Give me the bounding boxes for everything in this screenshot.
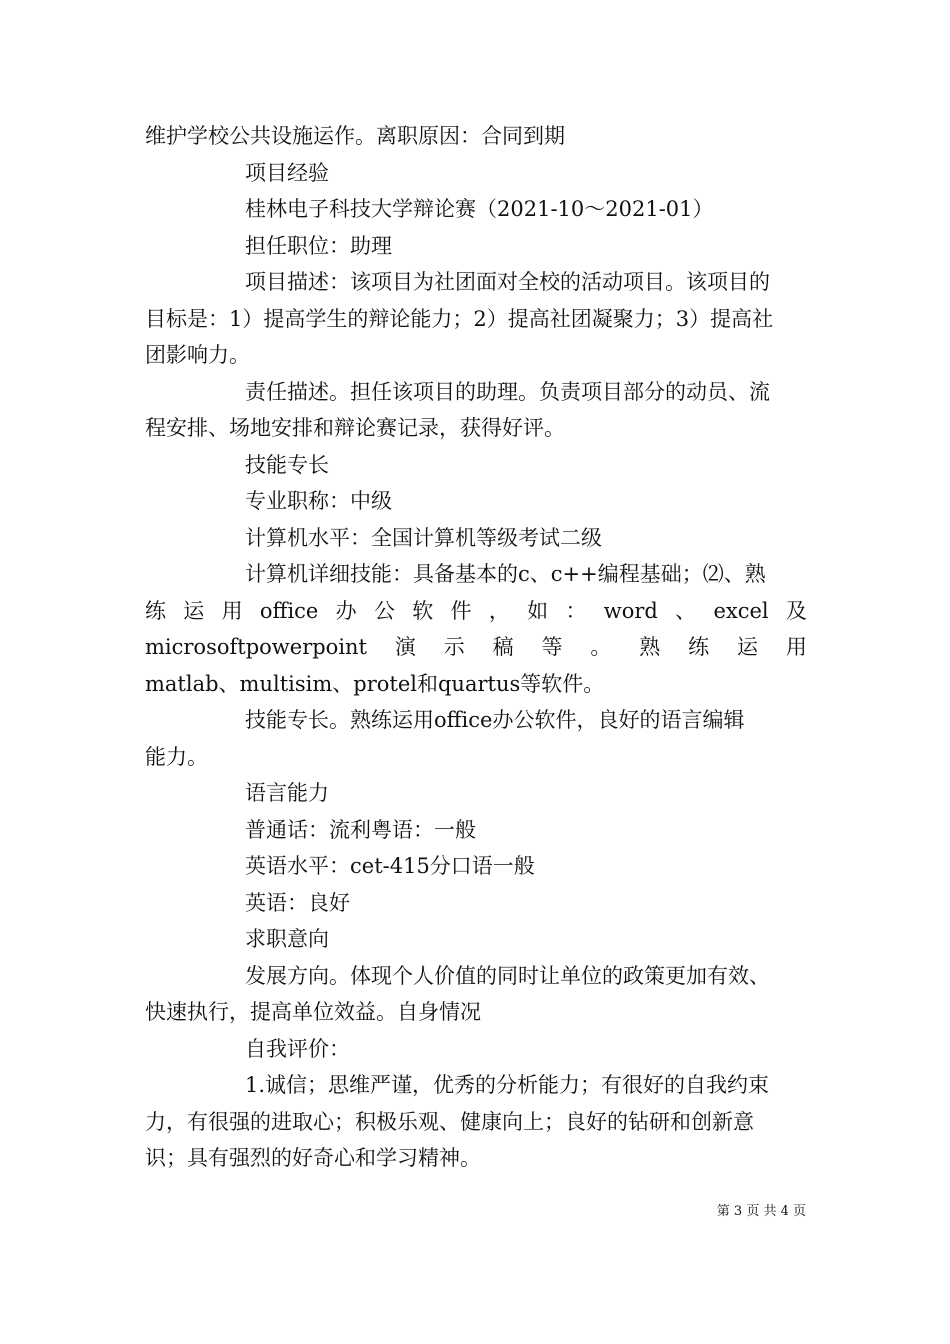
word: 件	[450, 598, 472, 623]
word: 、	[675, 598, 697, 623]
text-line: 英语：良好	[245, 890, 350, 915]
word: 练	[688, 635, 710, 659]
text-line: 力，有很强的进取心；积极乐观、健康向上；良好的钻研和创新意	[145, 1109, 754, 1134]
word: 示	[443, 635, 465, 659]
word: 演	[394, 635, 416, 659]
text-line: 快速执行，提高单位效益。自身情况	[145, 1000, 481, 1024]
justified-text-line	[145, 629, 807, 666]
section-heading-language: 语言能力	[245, 781, 329, 805]
text-line: 维护学校公共设施运作。离职原因：合同到期	[145, 124, 565, 148]
section-heading-job-intention: 求职意向	[245, 927, 329, 951]
section-heading-project-experience: 项目经验	[245, 160, 329, 185]
word: ，	[488, 598, 510, 623]
text-line: 专业职称：中级	[245, 489, 392, 513]
word: 及	[785, 598, 807, 623]
text-line: 计算机详细技能：具备基本的c、c++编程基础；⑵、熟	[245, 562, 766, 586]
word: 运	[737, 635, 758, 659]
text-line: 能力。	[145, 744, 208, 769]
text-line: 项目描述：该项目为社团面对全校的活动项目。该项目的	[245, 270, 770, 294]
text-line: 英语水平：cet-415分口语一般	[245, 854, 535, 878]
text-line: 团影响力。	[145, 343, 250, 367]
text-line: 技能专长。熟练运用office办公软件，良好的语言编辑	[245, 708, 745, 732]
document-body	[145, 118, 807, 1177]
section-heading-self-evaluation: 自我评价：	[245, 1036, 350, 1061]
text-line: 程安排、场地安排和辩论赛记录，获得好评。	[145, 416, 565, 440]
word: 软	[412, 598, 434, 623]
word: microsoftpowerpoint	[145, 635, 367, 659]
text-line: 目标是：1）提高学生的辩论能力；2）提高社团凝聚力；3）提高社	[145, 306, 774, 331]
text-line: 发展方向。体现个人价值的同时让单位的政策更加有效、	[245, 963, 770, 988]
text-line: 计算机水平：全国计算机等级考试二级	[245, 525, 602, 550]
text-line: 责任描述。担任该项目的助理。负责项目部分的动员、流	[245, 379, 770, 404]
word: 练	[145, 598, 166, 623]
word: ：	[565, 598, 587, 623]
text-line: 桂林电子科技大学辩论赛（2021-10～2021-01）	[245, 197, 714, 221]
word: 等	[541, 635, 563, 659]
word: 用	[221, 598, 243, 623]
word: 运	[183, 598, 205, 623]
word: 如	[527, 598, 549, 623]
word: 稿	[492, 635, 514, 659]
justified-text-line	[145, 593, 807, 630]
word: 办	[335, 598, 357, 623]
text-line: 担任职位：助理	[245, 233, 392, 258]
text-line: 普通话：流利粤语：一般	[245, 817, 476, 842]
word: word	[603, 598, 658, 623]
text-line: 识；具有强烈的好奇心和学习精神。	[145, 1146, 481, 1170]
text-line: matlab、multisim、protel和quartus等软件。	[145, 671, 605, 696]
page-number: 第 3 页 共 4 页	[716, 1204, 806, 1219]
text-line: 1.诚信；思维严谨，优秀的分析能力；有很好的自我约束	[245, 1073, 770, 1097]
word: 公	[373, 598, 395, 623]
word: excel	[713, 598, 769, 623]
word: 用	[785, 635, 807, 659]
word: 。	[590, 635, 612, 659]
section-heading-skills: 技能专长	[245, 452, 329, 477]
word: 熟	[639, 635, 661, 659]
word: office	[259, 598, 319, 623]
